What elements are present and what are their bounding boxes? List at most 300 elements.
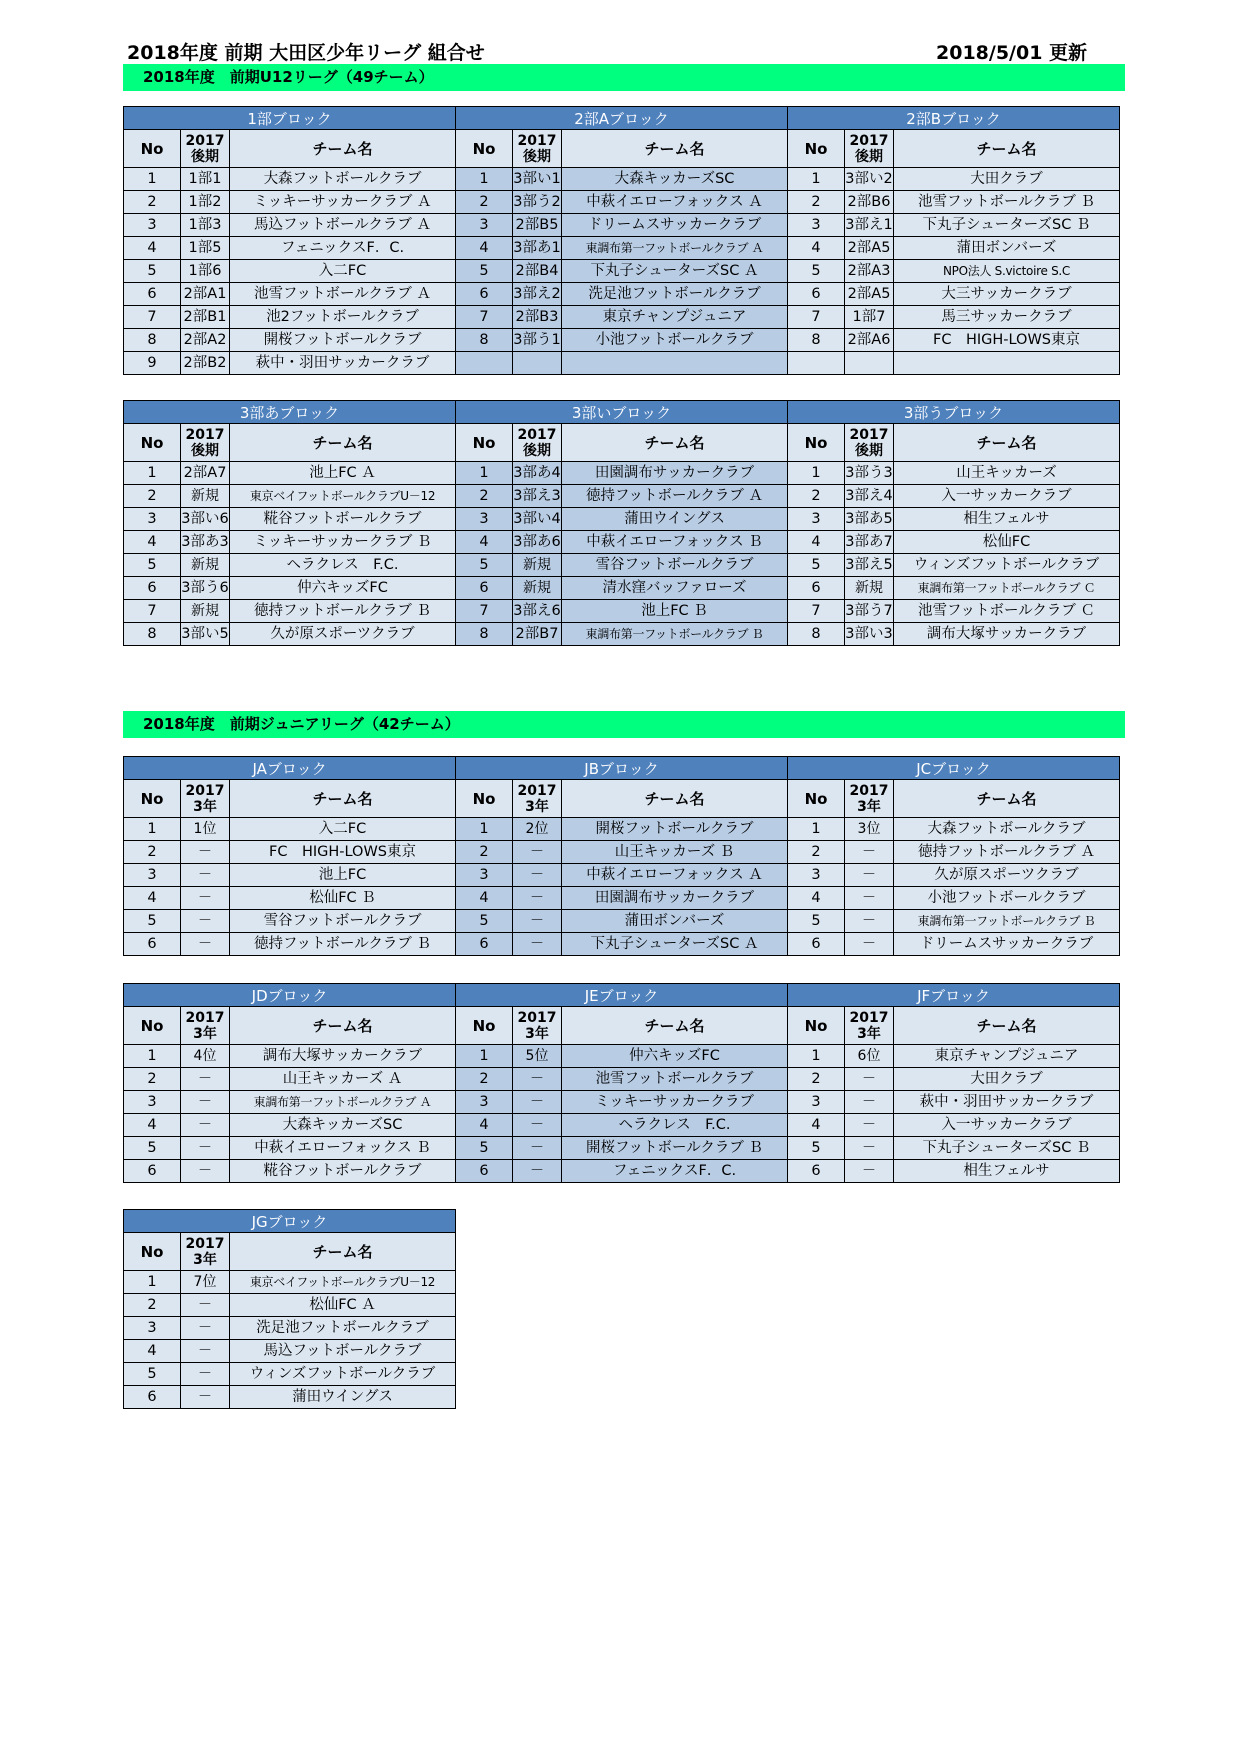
table-row	[788, 214, 1120, 237]
table-row	[456, 887, 788, 910]
col-header-prev-year: 2017	[517, 132, 557, 149]
team-no: 6	[788, 577, 845, 600]
col-header-prev-term: 3年	[525, 798, 549, 815]
team-name: ドリームスサッカークラブ	[562, 214, 788, 237]
table-row	[124, 283, 456, 306]
team-no: 6	[124, 933, 181, 956]
team-name: 雪谷フットボールクラブ	[230, 910, 456, 933]
block-table	[787, 983, 1120, 1183]
table-row	[456, 841, 788, 864]
prev-standing: 新規	[181, 554, 230, 577]
prev-standing: 3部え2	[513, 283, 562, 306]
team-no: 4	[456, 237, 513, 260]
table-row	[788, 1114, 1120, 1137]
team-name: 入二FC	[230, 260, 456, 283]
team-name: 萩中・羽田サッカークラブ	[230, 352, 456, 375]
team-name: 大森フットボールクラブ	[894, 818, 1120, 841]
col-header-team: チーム名	[562, 424, 788, 462]
team-name: 開桜フットボールクラブ Ｂ	[562, 1137, 788, 1160]
team-no: 7	[124, 306, 181, 329]
prev-standing: 2部A6	[845, 329, 894, 352]
team-name: 下丸子シューターズSC Ａ	[562, 260, 788, 283]
table-row	[788, 1091, 1120, 1114]
prev-standing	[845, 352, 894, 375]
team-name: 蒲田ボンバーズ	[562, 910, 788, 933]
team-no: 1	[788, 462, 845, 485]
team-name: 田園調布サッカークラブ	[562, 462, 788, 485]
team-no	[456, 352, 513, 375]
prev-standing: 2部B2	[181, 352, 230, 375]
team-name: 蒲田ウイングス	[562, 508, 788, 531]
block-table	[787, 106, 1120, 375]
team-no: 5	[124, 1137, 181, 1160]
table-row	[788, 887, 1120, 910]
team-no: 6	[456, 1160, 513, 1183]
team-no: 2	[788, 485, 845, 508]
col-header-prev-year: 2017	[849, 1009, 889, 1026]
prev-standing: －	[845, 1091, 894, 1114]
team-name: 池雪フットボールクラブ Ａ	[230, 283, 456, 306]
prev-standing: －	[513, 1114, 562, 1137]
col-header-prev-year: 2017	[517, 782, 557, 799]
col-header-prev	[181, 1007, 230, 1045]
prev-standing: 1部1	[181, 168, 230, 191]
team-name: 中萩イエローフォックス Ｂ	[562, 531, 788, 554]
team-no: 2	[124, 1068, 181, 1091]
team-no: 3	[124, 864, 181, 887]
block-table	[123, 400, 456, 646]
col-header-prev-term: 後期	[523, 148, 551, 165]
team-no: 2	[788, 1068, 845, 1091]
prev-standing: 7位	[181, 1271, 230, 1294]
team-name: 久が原スポーツクラブ	[230, 623, 456, 646]
block-table	[123, 1209, 456, 1409]
table-row	[456, 1114, 788, 1137]
prev-standing: 2部A3	[845, 260, 894, 283]
team-name: 松仙FC Ａ	[230, 1294, 456, 1317]
team-name: 開桜フットボールクラブ	[230, 329, 456, 352]
prev-standing: 1部7	[845, 306, 894, 329]
team-name: 蒲田ボンバーズ	[894, 237, 1120, 260]
team-no: 6	[124, 283, 181, 306]
team-name: ヘラクレス F.C.	[562, 1114, 788, 1137]
column-header-row	[456, 780, 788, 818]
team-no: 5	[456, 910, 513, 933]
team-name: 山王キッカーズ Ａ	[230, 1068, 456, 1091]
team-name: 池上FC Ａ	[230, 462, 456, 485]
col-header-no: No	[124, 130, 181, 168]
col-header-no: No	[124, 1007, 181, 1045]
prev-standing: 3部え4	[845, 485, 894, 508]
team-no: 8	[456, 623, 513, 646]
block-table	[455, 756, 788, 956]
team-no: 3	[456, 508, 513, 531]
col-header-prev-year: 2017	[185, 1235, 225, 1252]
table-row	[456, 910, 788, 933]
block-title: JEブロック	[456, 984, 788, 1007]
prev-standing: 新規	[181, 485, 230, 508]
team-no: 2	[124, 841, 181, 864]
table-row	[456, 933, 788, 956]
prev-standing: 5位	[513, 1045, 562, 1068]
column-header-row	[456, 1007, 788, 1045]
team-name: 東京ベイフットボールクラブU－12	[230, 1271, 456, 1294]
col-header-prev-year: 2017	[185, 426, 225, 443]
block-table	[123, 983, 456, 1183]
team-name: 糀谷フットボールクラブ	[230, 1160, 456, 1183]
col-header-prev	[845, 424, 894, 462]
table-row	[124, 508, 456, 531]
team-name: ヘラクレス F.C.	[230, 554, 456, 577]
prev-standing: 1位	[181, 818, 230, 841]
team-no: 3	[124, 1091, 181, 1114]
col-header-team: チーム名	[894, 130, 1120, 168]
prev-standing: 4位	[181, 1045, 230, 1068]
prev-standing: －	[181, 1068, 230, 1091]
table-row	[124, 1340, 456, 1363]
team-name: 大森キッカーズSC	[562, 168, 788, 191]
col-header-team: チーム名	[562, 780, 788, 818]
table-row	[124, 462, 456, 485]
team-no: 4	[124, 237, 181, 260]
team-no: 2	[124, 191, 181, 214]
team-name: 調布大塚サッカークラブ	[894, 623, 1120, 646]
team-no: 3	[788, 214, 845, 237]
col-header-prev	[181, 1233, 230, 1271]
page-title: 2018年度 前期 大田区少年リーグ 組合せ	[127, 42, 485, 64]
col-header-prev-term: 後期	[855, 148, 883, 165]
block-title: 3部あブロック	[124, 401, 456, 424]
block-title: JGブロック	[124, 1210, 456, 1233]
table-row	[788, 1137, 1120, 1160]
team-no: 5	[456, 554, 513, 577]
block-table	[787, 400, 1120, 646]
table-row	[124, 168, 456, 191]
table-row	[456, 554, 788, 577]
team-name: 池上FC Ｂ	[562, 600, 788, 623]
team-name: ウィンズフットボールクラブ	[894, 554, 1120, 577]
team-name: 相生フェルサ	[894, 508, 1120, 531]
team-no: 1	[788, 818, 845, 841]
table-row	[456, 531, 788, 554]
prev-standing: 2部B1	[181, 306, 230, 329]
prev-standing: 3部あ4	[513, 462, 562, 485]
prev-standing: 2部B7	[513, 623, 562, 646]
prev-standing: 3部い3	[845, 623, 894, 646]
team-no: 4	[788, 887, 845, 910]
team-name: 徳持フットボールクラブ Ｂ	[230, 600, 456, 623]
prev-standing: 1部6	[181, 260, 230, 283]
prev-standing: －	[513, 864, 562, 887]
block-title: JCブロック	[788, 757, 1120, 780]
table-row	[124, 623, 456, 646]
prev-standing: －	[513, 933, 562, 956]
col-header-no: No	[124, 780, 181, 818]
team-name: 洗足池フットボールクラブ	[230, 1317, 456, 1340]
prev-standing: －	[181, 910, 230, 933]
team-name: 入二FC	[230, 818, 456, 841]
team-name: 下丸子シューターズSC Ｂ	[894, 1137, 1120, 1160]
col-header-team: チーム名	[230, 424, 456, 462]
table-row	[124, 1091, 456, 1114]
team-name: 糀谷フットボールクラブ	[230, 508, 456, 531]
table-row	[124, 1045, 456, 1068]
prev-standing: 2部A5	[845, 283, 894, 306]
prev-standing: 3部う6	[181, 577, 230, 600]
prev-standing: 3部う7	[845, 600, 894, 623]
table-row	[788, 841, 1120, 864]
team-name: 入一サッカークラブ	[894, 1114, 1120, 1137]
table-row	[788, 864, 1120, 887]
team-no: 4	[124, 1114, 181, 1137]
table-row	[456, 1068, 788, 1091]
table-row	[456, 283, 788, 306]
team-name: FC HIGH-LOWS東京	[894, 329, 1120, 352]
prev-standing: 2部A1	[181, 283, 230, 306]
col-header-no: No	[788, 780, 845, 818]
table-row	[456, 168, 788, 191]
team-no: 1	[124, 1045, 181, 1068]
team-name	[894, 352, 1120, 375]
block-title: 1部ブロック	[124, 107, 456, 130]
prev-standing: 新規	[513, 577, 562, 600]
prev-standing: 3部え5	[845, 554, 894, 577]
table-row	[456, 214, 788, 237]
team-name: 馬込フットボールクラブ	[230, 1340, 456, 1363]
col-header-prev	[513, 780, 562, 818]
team-no: 1	[788, 1045, 845, 1068]
prev-standing: 3部い2	[845, 168, 894, 191]
column-header-row	[124, 1233, 456, 1271]
team-no: 1	[456, 818, 513, 841]
team-name: 馬三サッカークラブ	[894, 306, 1120, 329]
prev-standing: 6位	[845, 1045, 894, 1068]
col-header-prev-year: 2017	[517, 426, 557, 443]
team-name: 松仙FC Ｂ	[230, 887, 456, 910]
table-row	[124, 329, 456, 352]
team-name: 大田クラブ	[894, 1068, 1120, 1091]
col-header-prev-year: 2017	[185, 132, 225, 149]
team-name: 雪谷フットボールクラブ	[562, 554, 788, 577]
prev-standing: 3部あ5	[845, 508, 894, 531]
table-row	[456, 818, 788, 841]
table-row	[456, 260, 788, 283]
team-no: 5	[124, 554, 181, 577]
table-row	[788, 818, 1120, 841]
team-name: 池2フットボールクラブ	[230, 306, 456, 329]
col-header-prev-term: 後期	[523, 442, 551, 459]
team-no: 2	[124, 485, 181, 508]
prev-standing: 3部う2	[513, 191, 562, 214]
team-name: 田園調布サッカークラブ	[562, 887, 788, 910]
table-row	[124, 1294, 456, 1317]
table-row	[124, 1068, 456, 1091]
col-header-prev-term: 3年	[525, 1025, 549, 1042]
section-banner: 2018年度 前期U12リーグ（49チーム）	[123, 64, 1125, 91]
table-row	[788, 329, 1120, 352]
team-name: 東調布第一フットボールクラブ Ａ	[562, 237, 788, 260]
team-no: 8	[788, 623, 845, 646]
table-row	[456, 1160, 788, 1183]
team-name: フェニックスF．C.	[230, 237, 456, 260]
col-header-no: No	[788, 424, 845, 462]
prev-standing: 2部B4	[513, 260, 562, 283]
column-header-row	[124, 1007, 456, 1045]
table-row	[124, 260, 456, 283]
table-row	[788, 623, 1120, 646]
table-row	[788, 1160, 1120, 1183]
column-header-row	[788, 1007, 1120, 1045]
table-row	[788, 168, 1120, 191]
prev-standing: －	[845, 910, 894, 933]
column-header-row	[456, 424, 788, 462]
updated-date: 2018/5/01 更新	[936, 42, 1088, 64]
prev-standing: －	[181, 1160, 230, 1183]
team-no: 2	[124, 1294, 181, 1317]
team-no: 5	[124, 260, 181, 283]
team-no: 4	[124, 1340, 181, 1363]
team-name: 入一サッカークラブ	[894, 485, 1120, 508]
team-name: 東京チャンプジュニア	[562, 306, 788, 329]
prev-standing: 2部A2	[181, 329, 230, 352]
team-name: 徳持フットボールクラブ Ｂ	[230, 933, 456, 956]
table-row	[788, 1068, 1120, 1091]
team-name: 久が原スポーツクラブ	[894, 864, 1120, 887]
col-header-prev-term: 後期	[191, 442, 219, 459]
team-no: 2	[788, 191, 845, 214]
table-row	[124, 1160, 456, 1183]
team-no: 8	[788, 329, 845, 352]
table-row	[124, 1317, 456, 1340]
block-table	[455, 106, 788, 375]
team-name: 東調布第一フットボールクラブ Ａ	[230, 1091, 456, 1114]
col-header-prev-year: 2017	[849, 782, 889, 799]
col-header-no: No	[788, 130, 845, 168]
col-header-prev	[845, 780, 894, 818]
table-row	[788, 1045, 1120, 1068]
team-name: 馬込フットボールクラブ Ａ	[230, 214, 456, 237]
prev-standing: －	[845, 841, 894, 864]
team-name: 大森キッカーズSC	[230, 1114, 456, 1137]
team-no: 3	[456, 864, 513, 887]
column-header-row	[788, 780, 1120, 818]
team-no: 4	[456, 887, 513, 910]
team-no: 3	[456, 214, 513, 237]
team-no: 4	[456, 1114, 513, 1137]
table-row	[124, 352, 456, 375]
team-name: 小池フットボールクラブ	[562, 329, 788, 352]
table-row	[124, 864, 456, 887]
prev-standing: －	[181, 1294, 230, 1317]
col-header-prev-year: 2017	[185, 782, 225, 799]
prev-standing: －	[513, 910, 562, 933]
team-no: 6	[456, 577, 513, 600]
table-row	[456, 352, 788, 375]
block-title: JDブロック	[124, 984, 456, 1007]
prev-standing: 2部B3	[513, 306, 562, 329]
table-row	[124, 1386, 456, 1409]
block-table	[455, 400, 788, 646]
table-row	[456, 864, 788, 887]
prev-standing: －	[513, 1137, 562, 1160]
col-header-prev	[845, 130, 894, 168]
prev-standing: 1部3	[181, 214, 230, 237]
table-row	[788, 600, 1120, 623]
col-header-team: チーム名	[894, 780, 1120, 818]
table-row	[456, 237, 788, 260]
team-no: 3	[124, 1317, 181, 1340]
team-name: 中萩イエローフォックス Ａ	[562, 864, 788, 887]
team-no: 1	[124, 168, 181, 191]
prev-standing: －	[181, 1363, 230, 1386]
col-header-no: No	[456, 424, 513, 462]
col-header-team: チーム名	[230, 1007, 456, 1045]
table-row	[124, 237, 456, 260]
team-name: 徳持フットボールクラブ Ａ	[894, 841, 1120, 864]
team-no: 4	[788, 531, 845, 554]
team-no: 7	[456, 306, 513, 329]
table-row	[124, 554, 456, 577]
col-header-prev	[181, 780, 230, 818]
table-row	[124, 531, 456, 554]
section-banner: 2018年度 前期ジュニアリーグ（42チーム）	[123, 711, 1125, 738]
team-name: 東京チャンプジュニア	[894, 1045, 1120, 1068]
team-no: 6	[124, 1386, 181, 1409]
prev-standing: －	[845, 1114, 894, 1137]
team-name: 開桜フットボールクラブ	[562, 818, 788, 841]
block-table	[123, 106, 456, 375]
team-no: 6	[124, 1160, 181, 1183]
prev-standing: 2位	[513, 818, 562, 841]
team-name: 小池フットボールクラブ	[894, 887, 1120, 910]
team-name: 東京ベイフットボールクラブU－12	[230, 485, 456, 508]
column-header-row	[788, 424, 1120, 462]
prev-standing: 3部い4	[513, 508, 562, 531]
table-row	[788, 306, 1120, 329]
table-row	[124, 306, 456, 329]
prev-standing: －	[845, 1160, 894, 1183]
team-no: 1	[124, 462, 181, 485]
table-row	[124, 1114, 456, 1137]
team-no: 6	[788, 283, 845, 306]
table-row	[456, 508, 788, 531]
team-name: 東調布第一フットボールクラブ Ｂ	[562, 623, 788, 646]
team-no: 7	[788, 306, 845, 329]
team-name: FC HIGH-LOWS東京	[230, 841, 456, 864]
prev-standing	[513, 352, 562, 375]
table-row	[456, 191, 788, 214]
team-no: 3	[456, 1091, 513, 1114]
table-row	[788, 554, 1120, 577]
prev-standing: 2部B5	[513, 214, 562, 237]
team-no: 2	[456, 191, 513, 214]
team-no: 6	[124, 577, 181, 600]
column-header-row	[124, 780, 456, 818]
team-no: 3	[124, 214, 181, 237]
team-no: 7	[788, 600, 845, 623]
team-no: 5	[788, 1137, 845, 1160]
team-name: 池上FC	[230, 864, 456, 887]
team-name: 大森フットボールクラブ	[230, 168, 456, 191]
col-header-team: チーム名	[230, 780, 456, 818]
team-no: 8	[124, 623, 181, 646]
table-row	[788, 508, 1120, 531]
column-header-row	[788, 130, 1120, 168]
col-header-prev-year: 2017	[849, 426, 889, 443]
block-title: JFブロック	[788, 984, 1120, 1007]
column-header-row	[456, 130, 788, 168]
table-row	[124, 841, 456, 864]
